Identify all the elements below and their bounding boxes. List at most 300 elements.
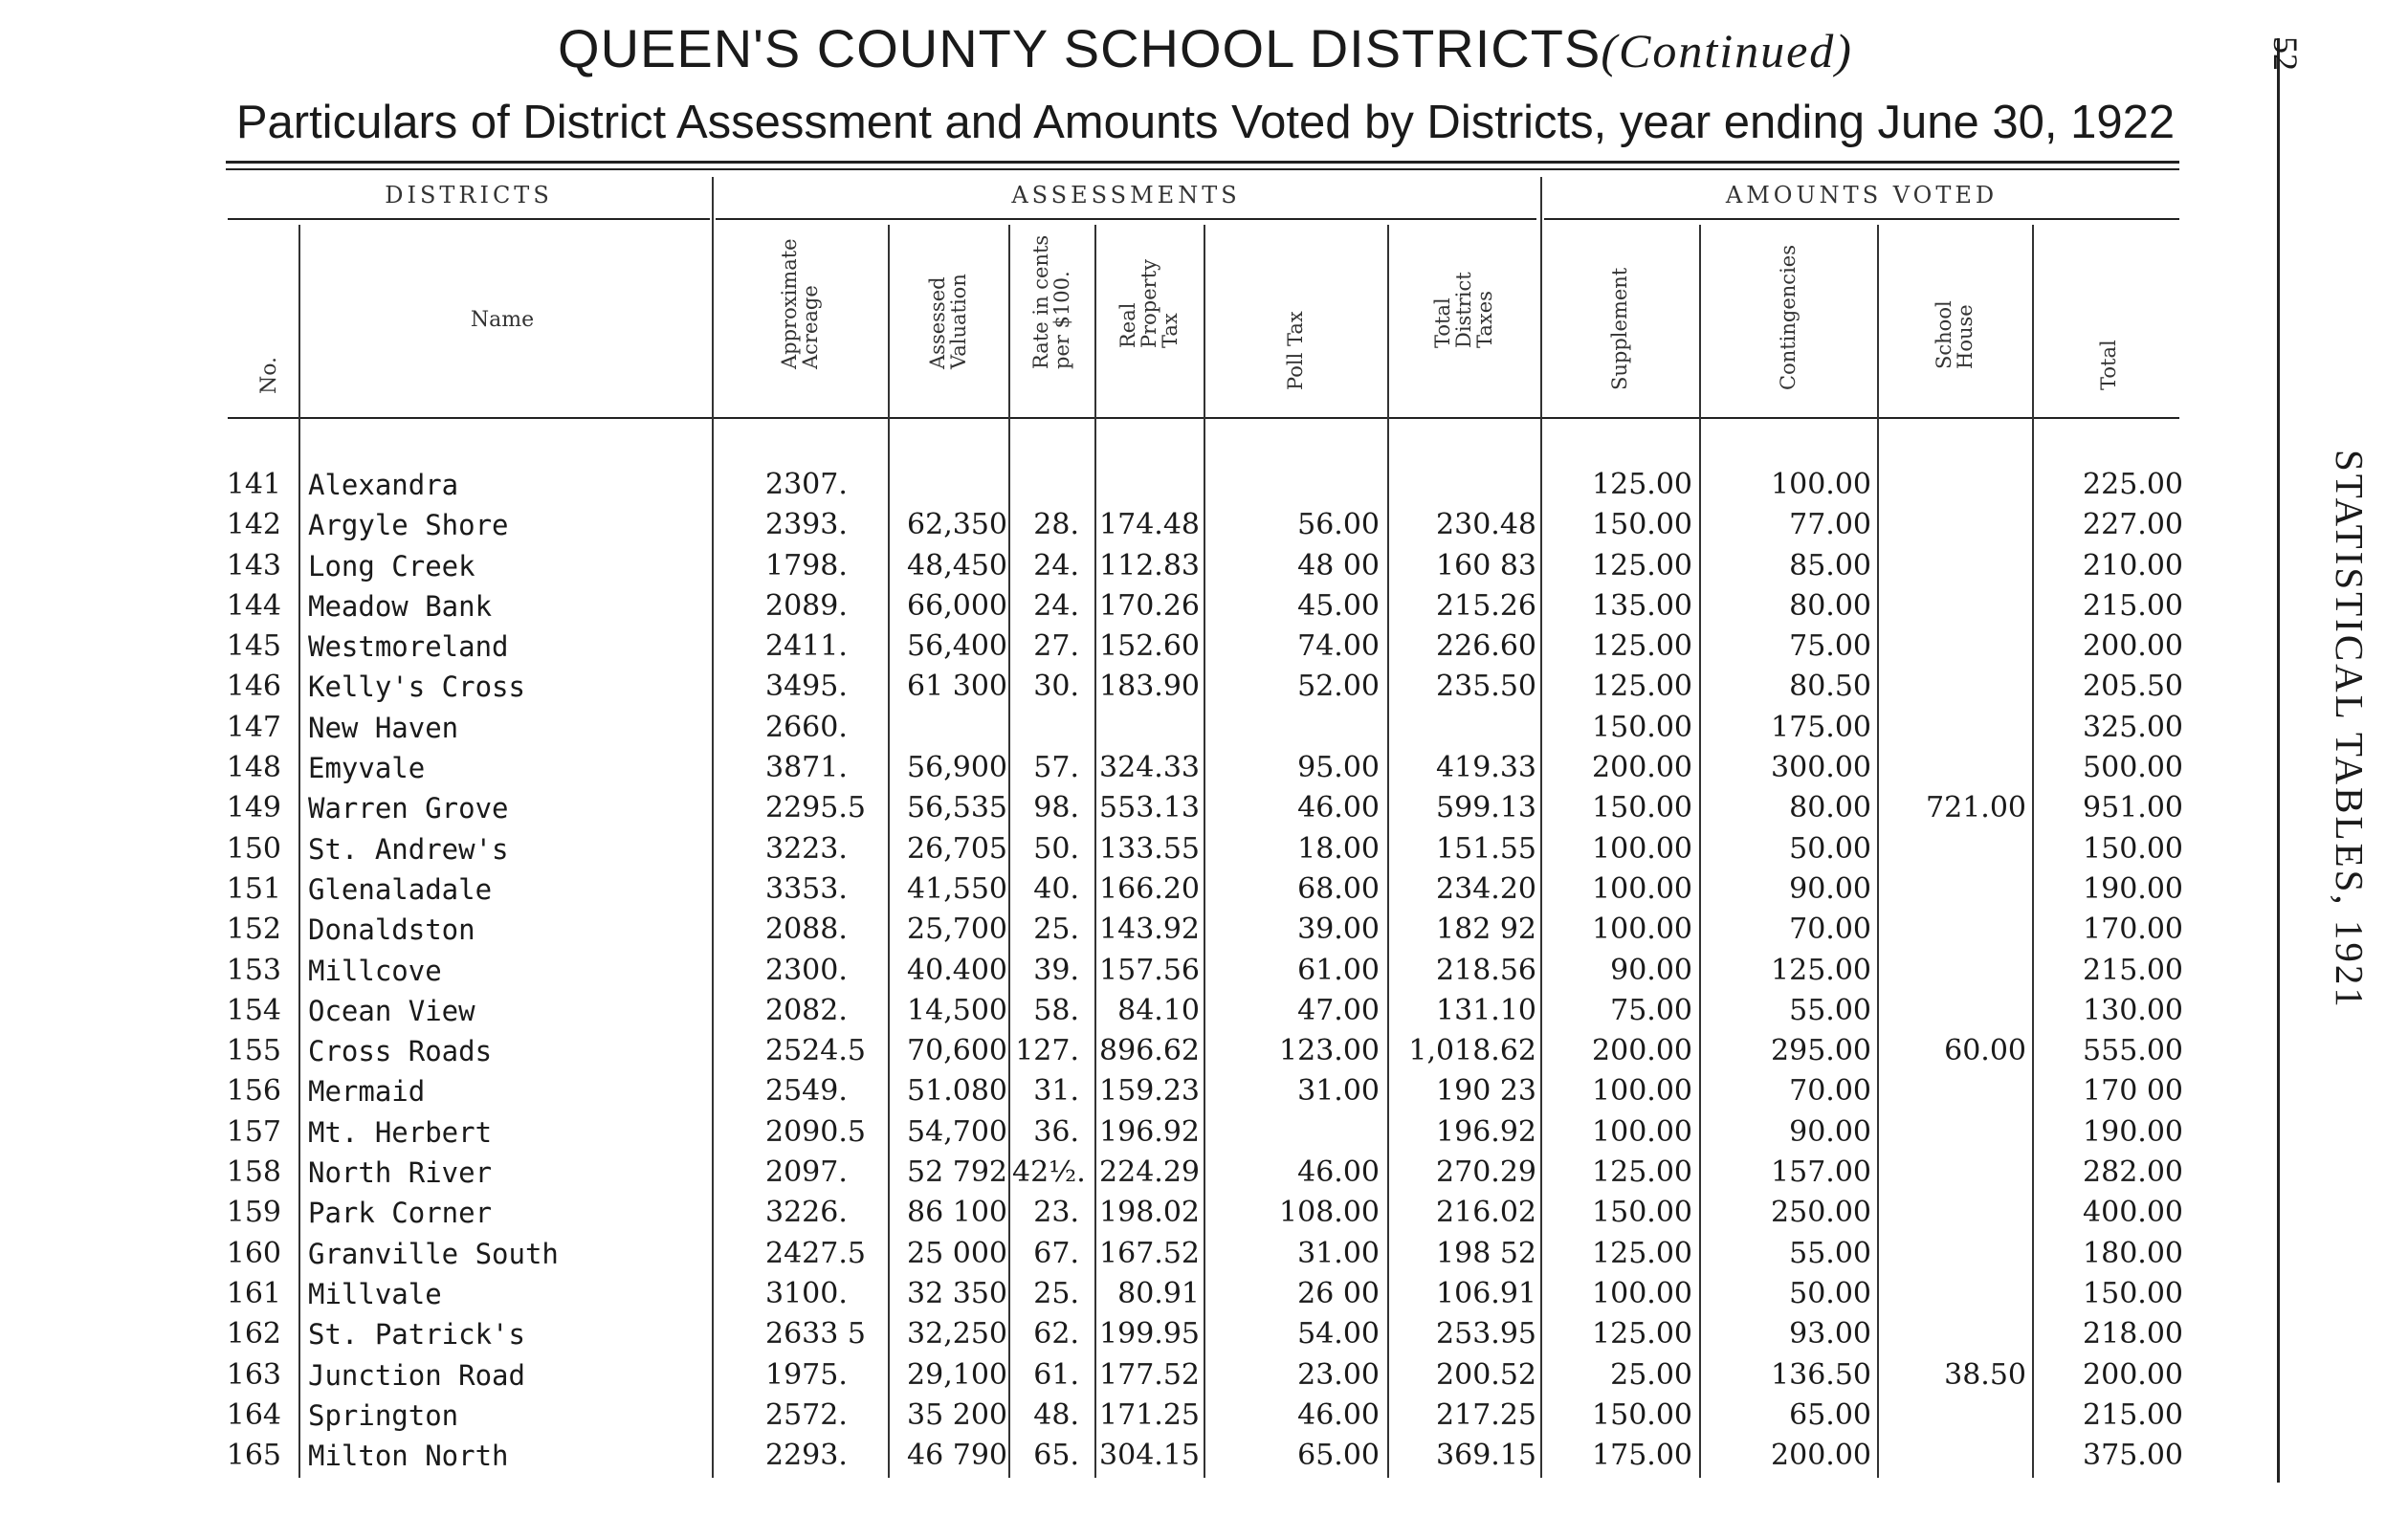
cell-valuation: 61 300 [907,670,1007,704]
table-row [0,1314,2408,1354]
cell-district-taxes: 215.26 [1436,588,1536,623]
cell-total: 205.50 [2083,670,2183,704]
cell-poll: 74.00 [1297,629,1380,664]
cell-name [308,829,710,869]
cell-valuation: 25 000 [907,1236,1007,1270]
cell-total: 500.00 [2083,751,2183,785]
cell-poll: 123.00 [1279,1034,1380,1068]
district-name: Donaldston [308,913,483,946]
cell-supplement: 125.00 [1592,1155,1692,1190]
running-title: STATISTICAL TABLES, 1921 [2328,450,2372,1010]
cell-contingencies: 300.00 [1771,751,1871,785]
district-name: Granville South [308,1238,566,1270]
cell-acreage: 2572. [765,1397,848,1432]
cell-no: 148 [226,751,281,785]
col-header-school-house: School House [1933,300,1977,369]
cell-acreage: 2082. [765,993,848,1027]
cell-real-property: 304.15 [1099,1439,1200,1473]
cell-real-property: 171.25 [1099,1397,1200,1432]
cell-contingencies: 136.50 [1771,1357,1871,1392]
district-name: Milton North [308,1440,517,1472]
table-row [0,910,2408,950]
table-row [0,1396,2408,1436]
top-rule-thin [226,168,2179,170]
district-name: Emyvale [308,752,432,784]
cell-poll: 46.00 [1297,791,1380,825]
cell-supplement: 100.00 [1592,1276,1692,1310]
cell-district-taxes: 182 92 [1436,912,1536,947]
cell-rate: 31. [1033,1074,1079,1109]
table-row [0,465,2408,505]
table-row [0,829,2408,869]
cell-valuation: 56,400 [907,629,1007,664]
cell-real-property: 157.56 [1099,953,1200,987]
cell-name [308,1274,710,1314]
cell-district-taxes: 190 23 [1436,1074,1536,1109]
cell-no: 145 [226,629,281,664]
table-row [0,586,2408,627]
cell-valuation: 32,250 [907,1317,1007,1352]
cell-contingencies: 90.00 [1789,1114,1871,1149]
cell-supplement: 175.00 [1592,1439,1692,1473]
cell-total: 130.00 [2083,993,2183,1027]
cell-rate: 67. [1033,1236,1079,1270]
cell-real-property: 196.92 [1099,1114,1200,1149]
cell-real-property: 177.52 [1099,1357,1200,1392]
cell-acreage: 2088. [765,912,848,947]
cell-district-taxes: 131.10 [1436,993,1536,1027]
cell-poll: 31.00 [1297,1236,1380,1270]
district-name: Cross Roads [308,1035,499,1067]
cell-district-taxes: 196.92 [1436,1114,1536,1149]
cell-real-property: 170.26 [1099,588,1200,623]
table-row [0,505,2408,545]
cell-name [308,1112,710,1153]
right-margin-rule [2277,38,2280,1483]
cell-valuation: 54,700 [907,1114,1007,1149]
table-row [0,1355,2408,1396]
cell-district-taxes: 106.91 [1436,1276,1536,1310]
cell-rate: 127. [1015,1034,1079,1068]
cell-name [308,667,710,707]
cell-district-taxes: 235.50 [1436,670,1536,704]
cell-rate: 50. [1033,831,1079,866]
cell-real-property: 183.90 [1099,670,1200,704]
cell-acreage: 1798. [765,548,848,583]
group-amounts-voted: AMOUNTS VOTED [1725,182,1999,209]
cell-name [308,1071,710,1111]
cell-real-property: 159.23 [1099,1074,1200,1109]
cell-no: 163 [226,1357,281,1392]
cell-rate: 25. [1033,1276,1079,1310]
cell-supplement: 135.00 [1592,588,1692,623]
district-name: Junction Road [308,1359,533,1392]
cell-rate: 28. [1033,508,1079,542]
cell-real-property: 896.62 [1099,1034,1200,1068]
cell-poll: 68.00 [1297,871,1380,906]
cell-contingencies: 80.50 [1789,670,1871,704]
cell-contingencies: 70.00 [1789,1074,1871,1109]
cell-name [308,991,710,1031]
cell-supplement: 125.00 [1592,1317,1692,1352]
cell-district-taxes: 160 83 [1436,548,1536,583]
cell-name [308,586,710,627]
table-row [0,627,2408,667]
district-name: Ocean View [308,995,483,1027]
cell-valuation: 40.400 [907,953,1007,987]
cell-valuation: 86 100 [907,1196,1007,1230]
cell-name [308,1355,710,1396]
cell-real-property: 112.83 [1099,548,1200,583]
district-name: New Haven [308,712,466,744]
cell-poll: 26 00 [1297,1276,1380,1310]
cell-rate: 40. [1033,871,1079,906]
cell-poll: 61.00 [1297,953,1380,987]
cell-contingencies: 50.00 [1789,831,1871,866]
cell-contingencies: 85.00 [1789,548,1871,583]
cell-contingencies: 200.00 [1771,1439,1871,1473]
cell-valuation: 41,550 [907,871,1007,906]
col-header-name: Name [470,308,535,332]
cell-no: 151 [226,871,281,906]
cell-name [308,951,710,991]
cell-real-property: 80.91 [1117,1276,1200,1310]
cell-acreage: 3495. [765,670,848,704]
table-row [0,708,2408,748]
table-row [0,869,2408,910]
cell-valuation: 62,350 [907,508,1007,542]
cell-supplement: 100.00 [1592,912,1692,947]
cell-rate: 24. [1033,588,1079,623]
cell-supplement: 25.00 [1610,1357,1692,1392]
table-row [0,991,2408,1031]
cell-total: 170 00 [2083,1074,2183,1109]
cell-supplement: 125.00 [1592,670,1692,704]
cell-rate: 42½. [1012,1155,1086,1190]
cell-district-taxes: 270.29 [1436,1155,1536,1190]
table-row [0,951,2408,991]
cell-school-house: 60.00 [1944,1034,2026,1068]
cell-supplement: 200.00 [1592,1034,1692,1068]
col-header-supplement: Supplement [1608,267,1631,390]
cell-district-taxes: 234.20 [1436,871,1536,906]
cell-valuation: 29,100 [907,1357,1007,1392]
group-districts: DISTRICTS [385,182,553,209]
cell-name [308,465,710,505]
col-header-rate: Rate in cents per $100. [1029,234,1073,369]
cell-acreage: 2293. [765,1439,848,1473]
cell-acreage: 2295.5 [765,791,866,825]
cell-supplement: 150.00 [1592,508,1692,542]
cell-real-property: 224.29 [1099,1155,1200,1190]
cell-real-property: 199.95 [1099,1317,1200,1352]
cell-rate: 25. [1033,912,1079,947]
cell-name [308,1314,710,1354]
district-name: Mermaid [308,1075,432,1108]
cell-acreage: 2393. [765,508,848,542]
cell-total: 150.00 [2083,1276,2183,1310]
district-name: Springton [308,1399,466,1432]
cell-name [308,627,710,667]
cell-poll: 54.00 [1297,1317,1380,1352]
table-row [0,748,2408,788]
cell-rate: 58. [1033,993,1079,1027]
cell-rate: 23. [1033,1196,1079,1230]
cell-valuation: 52 792 [907,1155,1007,1190]
cell-district-taxes: 218.56 [1436,953,1536,987]
cell-total: 227.00 [2083,508,2183,542]
cell-district-taxes: 198 52 [1436,1236,1536,1270]
cell-name [308,1396,710,1436]
district-name: St. Patrick's [308,1318,533,1351]
page-subtitle: Particulars of District Assessment and Amounts Voted by Districts, year ending June 30, 1922 [235,97,2176,148]
cell-rate: 36. [1033,1114,1079,1149]
cell-poll: 45.00 [1297,588,1380,623]
cell-name [308,1031,710,1071]
cell-poll: 95.00 [1297,751,1380,785]
table-row [0,1193,2408,1233]
group-assessments: ASSESSMENTS [1011,182,1241,209]
cell-contingencies: 80.00 [1789,791,1871,825]
cell-valuation: 32 350 [907,1276,1007,1310]
cell-supplement: 75.00 [1610,993,1692,1027]
cell-acreage: 2633 5 [765,1317,866,1352]
cell-no: 142 [226,508,281,542]
cell-rate: 30. [1033,670,1079,704]
cell-rate: 98. [1033,791,1079,825]
top-rule [226,161,2179,164]
cell-no: 162 [226,1317,281,1352]
cell-total: 218.00 [2083,1317,2183,1352]
cell-name [308,1193,710,1233]
cell-contingencies: 80.00 [1789,588,1871,623]
cell-real-property: 84.10 [1117,993,1200,1027]
cell-district-taxes: 369.15 [1436,1439,1536,1473]
cell-total: 400.00 [2083,1196,2183,1230]
cell-name [308,505,710,545]
district-name: Argyle Shore [308,509,517,541]
cell-contingencies: 125.00 [1771,953,1871,987]
cell-acreage: 2307. [765,468,848,501]
cell-contingencies: 55.00 [1789,993,1871,1027]
cell-acreage: 3353. [765,871,848,906]
cell-poll: 47.00 [1297,993,1380,1027]
cell-valuation: 26,705 [907,831,1007,866]
cell-poll: 108.00 [1279,1196,1380,1230]
cell-poll: 46.00 [1297,1155,1380,1190]
cell-valuation: 66,000 [907,588,1007,623]
cell-real-property: 198.02 [1099,1196,1200,1230]
cell-name [308,748,710,788]
cell-contingencies: 50.00 [1789,1276,1871,1310]
cell-no: 147 [226,710,281,744]
cell-no: 155 [226,1034,281,1068]
cell-real-property: 152.60 [1099,629,1200,664]
table-row [0,667,2408,707]
col-header-acreage: Approximate Acreage [778,238,822,369]
cell-rate: 65. [1033,1439,1079,1473]
cell-supplement: 100.00 [1592,871,1692,906]
district-name: Warren Grove [308,792,517,824]
table-row [0,1153,2408,1193]
cell-poll: 31.00 [1297,1074,1380,1109]
page-number: 52 [2266,36,2305,71]
cell-contingencies: 100.00 [1771,468,1871,501]
cell-no: 161 [226,1276,281,1310]
cell-contingencies: 55.00 [1789,1236,1871,1270]
cell-poll: 18.00 [1297,831,1380,866]
cell-real-property: 174.48 [1099,508,1200,542]
district-name: Alexandra [308,469,466,501]
cell-rate: 24. [1033,548,1079,583]
cell-contingencies: 90.00 [1789,871,1871,906]
cell-rate: 62. [1033,1317,1079,1352]
col-header-poll: Poll Tax [1284,311,1307,390]
cell-supplement: 150.00 [1592,1397,1692,1432]
cell-total: 200.00 [2083,1357,2183,1392]
cell-acreage: 3226. [765,1196,848,1230]
cell-no: 160 [226,1236,281,1270]
cell-acreage: 1975. [765,1357,848,1392]
district-name: North River [308,1156,499,1189]
cell-no: 165 [226,1439,281,1473]
cell-supplement: 90.00 [1610,953,1692,987]
cell-contingencies: 250.00 [1771,1196,1871,1230]
group-rule-right [1544,218,2179,220]
cell-no: 143 [226,548,281,583]
cell-acreage: 2089. [765,588,848,623]
cell-valuation: 48,450 [907,548,1007,583]
cell-supplement: 125.00 [1592,1236,1692,1270]
cell-district-taxes: 216.02 [1436,1196,1536,1230]
cell-acreage: 2524.5 [765,1034,866,1068]
cell-district-taxes: 217.25 [1436,1397,1536,1432]
title-continued: (Continued) [1601,24,1853,77]
cell-poll: 56.00 [1297,508,1380,542]
cell-supplement: 150.00 [1592,710,1692,744]
cell-acreage: 2427.5 [765,1236,866,1270]
cell-district-taxes: 230.48 [1436,508,1536,542]
cell-valuation: 56,535 [907,791,1007,825]
cell-total: 215.00 [2083,1397,2183,1432]
cell-supplement: 100.00 [1592,1074,1692,1109]
col-header-total: Total [2097,340,2120,390]
cell-no: 146 [226,670,281,704]
district-name: Westmoreland [308,630,517,663]
cell-acreage: 2411. [765,629,848,664]
cell-total: 215.00 [2083,588,2183,623]
cell-school-house: 721.00 [1926,791,2026,825]
group-rule-mid [716,218,1536,220]
cell-district-taxes: 599.13 [1436,791,1536,825]
cell-acreage: 3223. [765,831,848,866]
cell-acreage: 2097. [765,1155,848,1190]
cell-real-property: 143.92 [1099,912,1200,947]
col-header-district-taxes: Total District Taxes [1431,272,1496,348]
cell-total: 325.00 [2083,710,2183,744]
cell-total: 200.00 [2083,629,2183,664]
cell-total: 375.00 [2083,1439,2183,1473]
cell-name [308,546,710,586]
cell-total: 210.00 [2083,548,2183,583]
cell-name [308,1436,710,1476]
cell-acreage: 2660. [765,710,848,744]
cell-no: 149 [226,791,281,825]
cell-district-taxes: 253.95 [1436,1317,1536,1352]
cell-valuation: 14,500 [907,993,1007,1027]
district-name: Millvale [308,1278,450,1310]
cell-poll: 65.00 [1297,1439,1380,1473]
cell-rate: 57. [1033,751,1079,785]
cell-no: 158 [226,1155,281,1190]
page-title [220,17,2191,79]
cell-contingencies: 75.00 [1789,629,1871,664]
cell-valuation: 56,900 [907,751,1007,785]
table-row [0,1071,2408,1111]
cell-acreage: 2549. [765,1074,848,1109]
district-name: Park Corner [308,1197,499,1229]
table-row [0,1436,2408,1476]
cell-district-taxes: 1,018.62 [1408,1034,1536,1068]
table-row [0,1112,2408,1153]
district-name: Kelly's Cross [308,671,533,703]
cell-total: 150.00 [2083,831,2183,866]
district-name: Long Creek [308,550,483,583]
cell-no: 157 [226,1114,281,1149]
cell-total: 225.00 [2083,468,2183,501]
cell-rate: 39. [1033,953,1079,987]
group-rule-left [228,218,710,220]
district-name: Glenaladale [308,873,499,906]
district-name: Mt. Herbert [308,1116,499,1149]
cell-contingencies: 295.00 [1771,1034,1871,1068]
cell-real-property: 324.33 [1099,751,1200,785]
cell-name [308,708,710,748]
table-row [0,1031,2408,1071]
cell-supplement: 125.00 [1592,548,1692,583]
cell-total: 180.00 [2083,1236,2183,1270]
cell-no: 154 [226,993,281,1027]
cell-contingencies: 70.00 [1789,912,1871,947]
cell-valuation: 46 790 [907,1439,1007,1473]
cell-supplement: 150.00 [1592,1196,1692,1230]
cell-real-property: 167.52 [1099,1236,1200,1270]
cell-acreage: 3871. [765,751,848,785]
cell-no: 156 [226,1074,281,1109]
cell-name [308,788,710,828]
cell-supplement: 150.00 [1592,791,1692,825]
cell-poll: 23.00 [1297,1357,1380,1392]
cell-no: 144 [226,588,281,623]
cell-district-taxes: 419.33 [1436,751,1536,785]
cell-acreage: 3100. [765,1276,848,1310]
cell-poll: 48 00 [1297,548,1380,583]
cell-supplement: 100.00 [1592,831,1692,866]
cell-poll: 46.00 [1297,1397,1380,1432]
table-row [0,546,2408,586]
col-header-valuation: Assessed Valuation [926,274,970,369]
cell-acreage: 2300. [765,953,848,987]
cell-name [308,869,710,910]
table-row [0,1274,2408,1314]
cell-total: 170.00 [2083,912,2183,947]
cell-contingencies: 65.00 [1789,1397,1871,1432]
cell-total: 215.00 [2083,953,2183,987]
cell-total: 282.00 [2083,1155,2183,1190]
cell-total: 555.00 [2083,1034,2183,1068]
cell-real-property: 133.55 [1099,831,1200,866]
district-name: St. Andrew's [308,833,517,866]
